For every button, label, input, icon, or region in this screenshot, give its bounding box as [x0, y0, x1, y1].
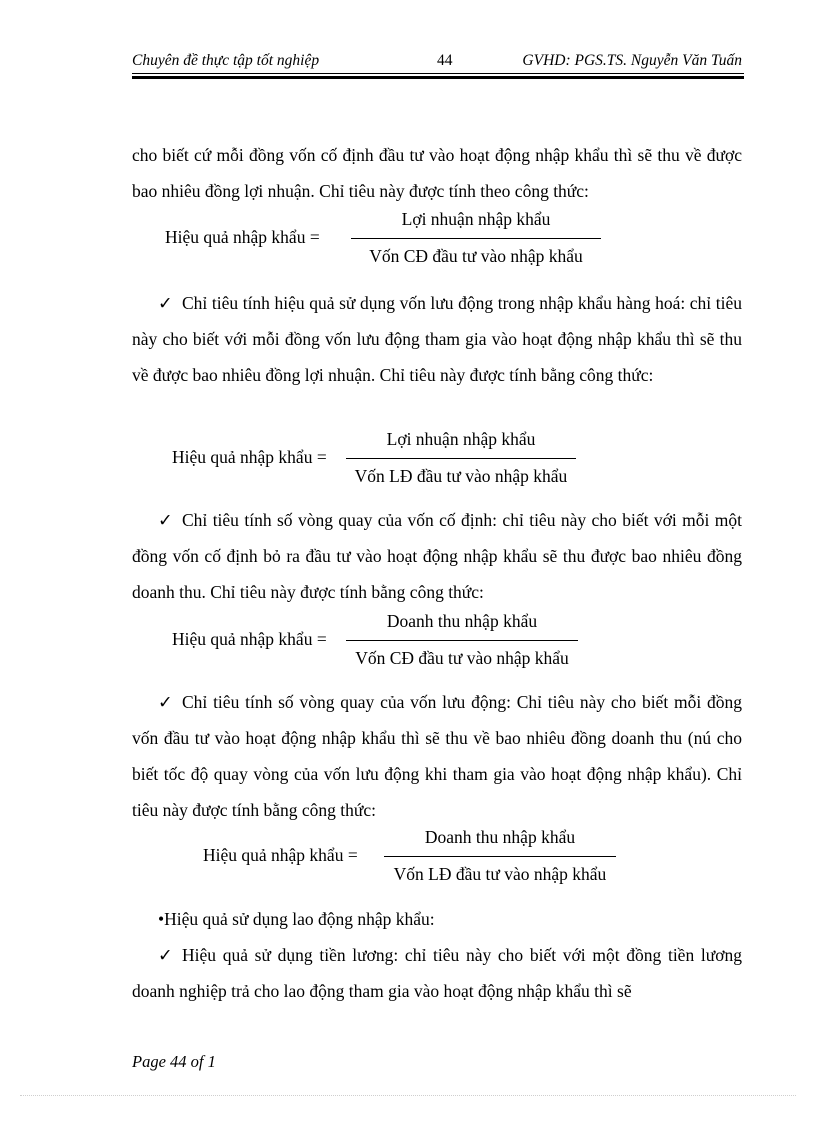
formula-4-lhs: Hiệu quả nhập khẩu =: [203, 845, 358, 865]
formula-2-lhs: Hiệu quả nhập khẩu =: [172, 447, 327, 467]
header-supervisor: GVHD: PGS.TS. Nguyễn Văn Tuấn: [522, 52, 742, 69]
paragraph-4-text: Chỉ tiêu tính số vòng quay của vốn lưu động: Chỉ tiêu này cho biết mỗi đồng vốn đầu tư vào hoạt động nhập khẩu thì sẽ thu về bao nhiêu đồng doanh thu (nú cho biết tốc độ quay vòng của vốn lưu động khi tham gia vào hoạt động nhập khẩu). Chỉ tiêu này được tính bằng công thức:: [132, 692, 742, 820]
fraction-bar: [346, 458, 576, 459]
paragraph-3: [132, 502, 742, 610]
paragraph-6: [132, 937, 742, 1009]
formula-4-denominator: Vốn LĐ đầu tư vào nhập khẩu: [393, 864, 607, 884]
checkmark-icon: ✓: [158, 293, 173, 313]
formula-3-numerator: Doanh thu nhập khẩu: [386, 611, 538, 631]
fraction-bar: [384, 856, 616, 857]
checkmark-icon: ✓: [158, 945, 173, 965]
formula-3: [172, 610, 592, 674]
formula-4-fraction: [384, 826, 616, 885]
paragraph-5-text: Hiệu quả sử dụng lao động nhập khẩu:: [164, 909, 435, 929]
page-header: [132, 52, 744, 72]
formula-1-fraction: [351, 208, 601, 267]
formula-1-lhs: Hiệu quả nhập khẩu =: [165, 227, 320, 247]
formula-3-denominator: Vốn CĐ đầu tư vào nhập khẩu: [355, 648, 569, 668]
formula-3-lhs: Hiệu quả nhập khẩu =: [172, 629, 327, 649]
formula-2-denominator: Vốn LĐ đầu tư vào nhập khẩu: [354, 466, 568, 486]
header-page-number: 44: [437, 52, 453, 69]
page-edge-dotted-line: [20, 1095, 796, 1096]
paragraph-2: [132, 285, 742, 393]
header-rule-thick: [132, 76, 744, 79]
paragraph-6-text: Hiệu quả sử dụng tiền lương: chỉ tiêu này cho biết với một đồng tiền lương doanh nghiệp trả cho lao động tham gia vào hoạt động nhập khẩu thì sẽ: [132, 945, 742, 1001]
checkmark-icon: ✓: [158, 510, 173, 530]
paragraph-1: cho biết cứ mỗi đồng vốn cố định đầu tư vào hoạt động nhập khẩu thì sẽ thu về được bao nhiêu đồng lợi nhuận. Chỉ tiêu này được tính theo công thức:: [132, 145, 742, 201]
page-footer: Page 44 of 1: [132, 1052, 216, 1071]
formula-3-fraction: [346, 610, 578, 669]
bullet-icon: •: [158, 909, 165, 929]
header-rule-thin: [132, 73, 744, 74]
formula-1-denominator: Vốn CĐ đầu tư vào nhập khẩu: [369, 246, 583, 266]
fraction-bar: [351, 238, 601, 239]
paragraph-2-text: Chỉ tiêu tính hiệu quả sử dụng vốn lưu động trong nhập khẩu hàng hoá: chỉ tiêu này cho biết với mỗi đồng vốn lưu động tham gia vào hoạt động nhập khẩu thì sẽ thu về được bao nhiêu đồng lợi nhuận. Chỉ tiêu này được tính bằng công thức:: [132, 293, 742, 385]
formula-4: [203, 826, 623, 890]
paragraph-3-text: Chỉ tiêu tính số vòng quay của vốn cố định: chỉ tiêu này cho biết với mỗi một đồng vốn cố định bỏ ra đầu tư vào hoạt động nhập khẩu sẽ thu được bao nhiêu đồng doanh thu. Chỉ tiêu này được tính bằng công thức:: [132, 510, 742, 602]
formula-2-numerator: Lợi nhuận nhập khẩu: [386, 429, 536, 449]
formula-4-numerator: Doanh thu nhập khẩu: [424, 827, 576, 847]
header-title: Chuyên đề thực tập tốt nghiệp: [132, 52, 320, 69]
formula-2: [172, 428, 592, 492]
formula-2-fraction: [346, 428, 576, 487]
formula-1: [165, 208, 615, 272]
paragraph-5: [158, 901, 742, 937]
checkmark-icon: ✓: [158, 692, 173, 712]
paragraph-4: [132, 684, 742, 828]
fraction-bar: [346, 640, 578, 641]
formula-1-numerator: Lợi nhuận nhập khẩu: [401, 209, 551, 229]
